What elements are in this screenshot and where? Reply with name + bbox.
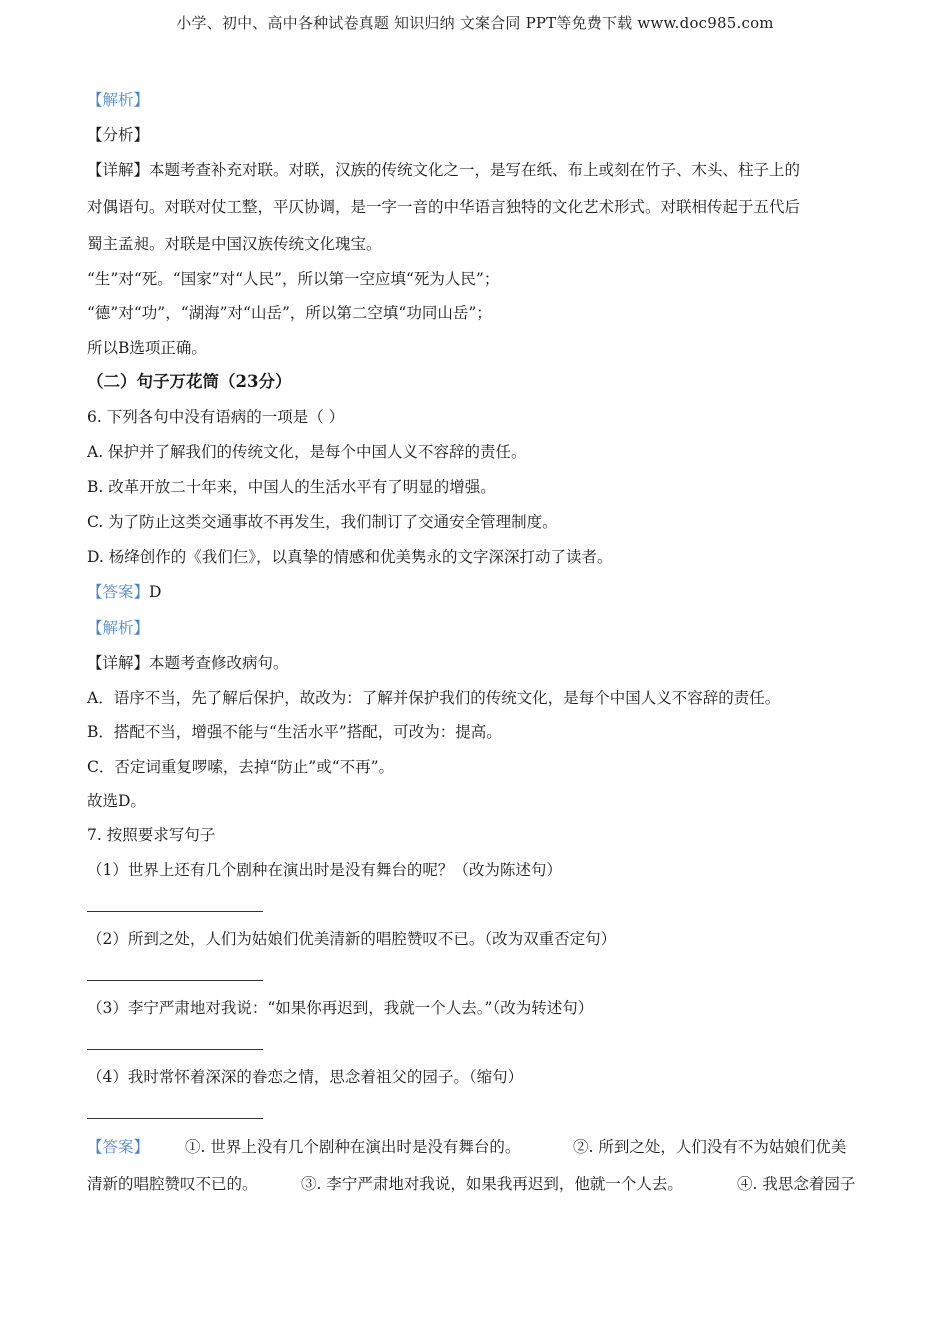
q7-stem: 7. 按照要求写句子 [87,826,216,844]
q6-jiexi-tag: 【解析】 [87,619,150,637]
q7-answer-line-2 [87,1174,855,1194]
answer-blank-2[interactable] [87,980,263,981]
xiangjie-line-3: 蜀主孟昶。对联是中国汉族传统文化瑰宝。 [87,235,382,253]
q7-item-4: （4）我时常怀着深深的眷恋之情，思念着祖父的园子。（缩句） [87,1068,524,1086]
q7-answer-line-1 [87,1137,846,1157]
xiangjie-text: 本题考查修改病句。 [149,654,289,672]
section-title: （二）句子万花筒（23分） [87,372,292,391]
xiangjie-line-1 [87,160,800,180]
q7-answer-2-end: 清新的唱腔赞叹不已的。 [87,1175,258,1193]
answer-blank-1[interactable] [87,911,263,912]
xiangjie-text: 本题考查补充对联。对联，汉族的传统文化之一，是写在纸、布上或刻在竹子、木头、柱子上的 [149,161,801,179]
q7-item-3: （3）李宁严肃地对我说：“如果你再迟到，我就一个人去。”（改为转述句） [87,999,594,1017]
q6-explain-b: B．搭配不当，增强不能与“生活水平”搭配，可改为：提高。 [87,723,502,741]
jiexi-tag: 【解析】 [87,91,150,109]
answer-blank-4[interactable] [87,1118,263,1119]
answer-tag: 【答案】 [87,583,150,601]
page-header: 小学、初中、高中各种试卷真题 知识归纳 文案合同 PPT等免费下载 www.doc985.com [176,14,774,32]
q6-stem: 6. 下列各句中没有语病的一项是（ ） [87,408,345,426]
xiangjie-tag: 【详解】 [87,161,150,179]
fenxi-tag: 【分析】 [87,126,150,144]
q6-xiangjie-line [87,653,289,673]
xiangjie-tag: 【详解】 [87,654,150,672]
xiangjie-line-5: “德”对“功”，“湖海”对“山岳”，所以第二空填“功同山岳”； [87,304,492,322]
q7-answer-3: ③. 李宁严肃地对我说，如果我再迟到，他就一个人去。 [301,1175,683,1193]
q6-conclusion: 故选D。 [87,792,146,810]
q6-option-c: C. 为了防止这类交通事故不再发生，我们制订了交通安全管理制度。 [87,513,558,531]
xiangjie-line-4: “生”对“死。“国家”对“人民”，所以第一空应填“死为人民”； [87,270,500,288]
q7-answer-4: ④. 我思念着园子 [737,1175,856,1193]
q6-explain-c: C．否定词重复啰嗦，去掉“防止”或“不再”。 [87,758,395,776]
answer-tag: 【答案】 [87,1138,150,1156]
q6-option-b: B. 改革开放二十年来，中国人的生活水平有了明显的增强。 [87,478,496,496]
xiangjie-line-2: 对偶语句。对联对仗工整，平仄协调，是一字一音的中华语言独特的文化艺术形式。对联相传起于五代后 [87,198,801,216]
q6-explain-a: A．语序不当，先了解后保护，故改为：了解并保护我们的传统文化，是每个中国人义不容辞的责任。 [87,689,781,707]
q6-option-a: A. 保护并了解我们的传统文化，是每个中国人义不容辞的责任。 [87,443,527,461]
q7-item-1: （1）世界上还有几个剧种在演出时是没有舞台的呢？（改为陈述句） [87,861,562,879]
q7-answer-2-start: ②. 所到之处，人们没有不为姑娘们优美 [573,1138,847,1156]
answer-blank-3[interactable] [87,1049,263,1050]
q6-answer: D [149,583,162,601]
xiangjie-line-6: 所以B选项正确。 [87,339,207,357]
q7-answer-1: ①. 世界上没有几个剧种在演出时是没有舞台的。 [185,1138,521,1156]
q7-item-2: （2）所到之处，人们为姑娘们优美清新的唱腔赞叹不已。（改为双重否定句） [87,930,617,948]
q6-answer-line [87,582,161,602]
q6-option-d: D. 杨绛创作的《我们仨》，以真挚的情感和优美隽永的文字深深打动了读者。 [87,548,613,566]
